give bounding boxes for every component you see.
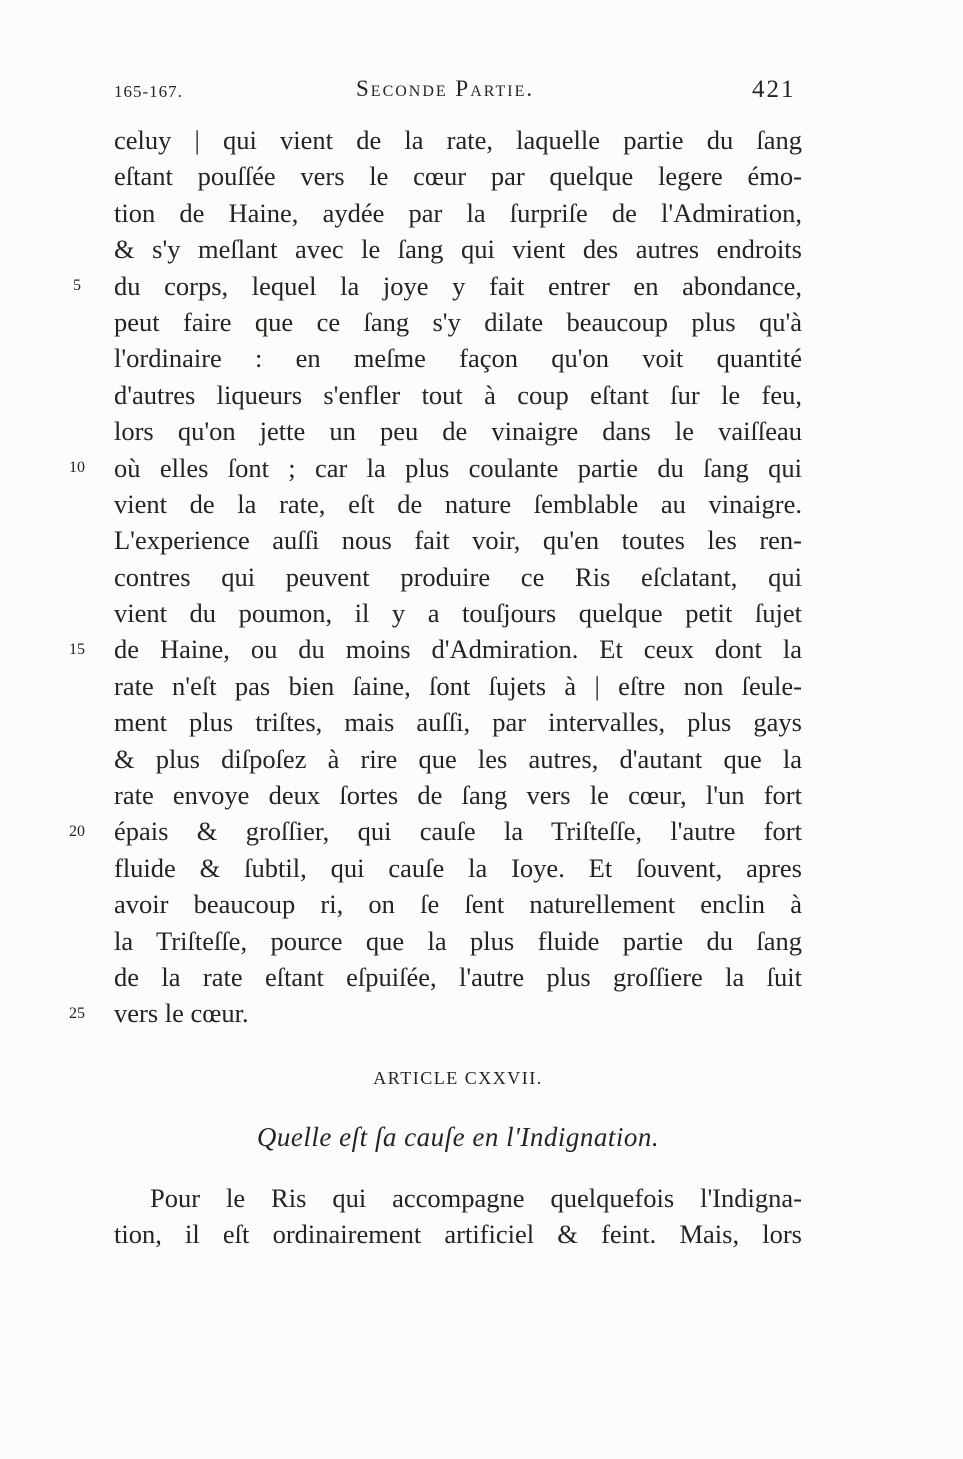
text-line: celuy | qui vient de la rate, laquelle partie du ſang [114,125,802,155]
line-number: 5 [73,276,81,294]
article-title: Quelle eſt ſa cauſe en l'Indignation. [256,1122,660,1152]
text-line: peut faire que ce ſang s'y dilate beaucoup plus qu'à [114,306,802,337]
line-number: 10 [69,458,85,476]
text-line: lors qu'on jette un peu de vinaigre dans le vaiſſeau [114,416,802,447]
text-line: eſtant pouſſée vers le cœur par quelque legere émo- [114,161,802,192]
text-line: vient du poumon, il y a touſjours quelque petit ſujet [114,598,802,629]
text-line: de Haine, ou du moins d'Admiration. Et ceux dont la [114,634,802,665]
text-line: épais & groſſier, qui cauſe la Triſteſſe, l'autre fort [114,816,802,847]
running-header [0,76,963,110]
text-line: rate n'eſt pas bien ſaine, ſont ſujets à | eſtre non ſeule- [114,670,802,701]
article-heading: ARTICLE CXXVII. [373,1068,543,1088]
text-line: & s'y meſlant avec le ſang qui vient des autres endroits [114,234,802,265]
text-line: tion, il eſt ordinairement artificiel & feint. Mais, lors [114,1219,802,1250]
line-number: 25 [69,1004,85,1022]
text-line: & plus diſpoſez à rire que les autres, d'autant que la [114,743,802,774]
text-line: du corps, lequel la joye y fait entrer en abondance, [114,270,802,301]
line-number: 15 [69,640,85,658]
text-line: rate envoye deux ſortes de ſang vers le cœur, l'un fort [114,780,802,811]
text-line: vers le cœur. [114,998,249,1029]
running-title: Seconde Partie. [356,76,535,101]
text-line: où elles ſont ; car la plus coulante partie du ſang qui [114,452,802,483]
text-line: fluide & ſubtil, qui cauſe la Ioye. Et ſouvent, apres [114,852,802,883]
page-number: 421 [752,76,796,103]
text-line: vient de la rate, eſt de nature ſemblable au vinaigre. [114,488,802,519]
text-line: contres qui peuvent produire ce Ris eſclatant, qui [114,561,802,592]
text-line: l'ordinaire : en meſme façon qu'on voit quantité [114,343,802,374]
text-line: d'autres liqueurs s'enfler tout à coup eſtant ſur le feu, [114,379,802,410]
text-line: tion de Haine, aydée par la ſurpriſe de l'Admiration, [114,197,802,228]
article-paragraph [114,1180,802,1253]
text-line: la Triſteſſe, pource que la plus fluide partie du ſang [114,925,802,956]
text-line: avoir beaucoup ri, on ſe ſent naturellement enclin à [114,889,802,920]
text-line: L'experience auſſi nous fait voir, qu'en toutes les ren- [114,525,802,556]
text-line: ment plus triſtes, mais auſſi, par intervalles, plus gays [114,707,802,738]
text-line: de la rate eſtant eſpuiſée, l'autre plus groſſiere la ſuit [114,961,802,992]
text-line: Pour le Ris qui accompagne quelquefois l'Indigna- [150,1183,802,1213]
line-number: 20 [69,822,85,840]
body-paragraph [114,122,802,1032]
article-range: 165-167. [114,82,183,101]
